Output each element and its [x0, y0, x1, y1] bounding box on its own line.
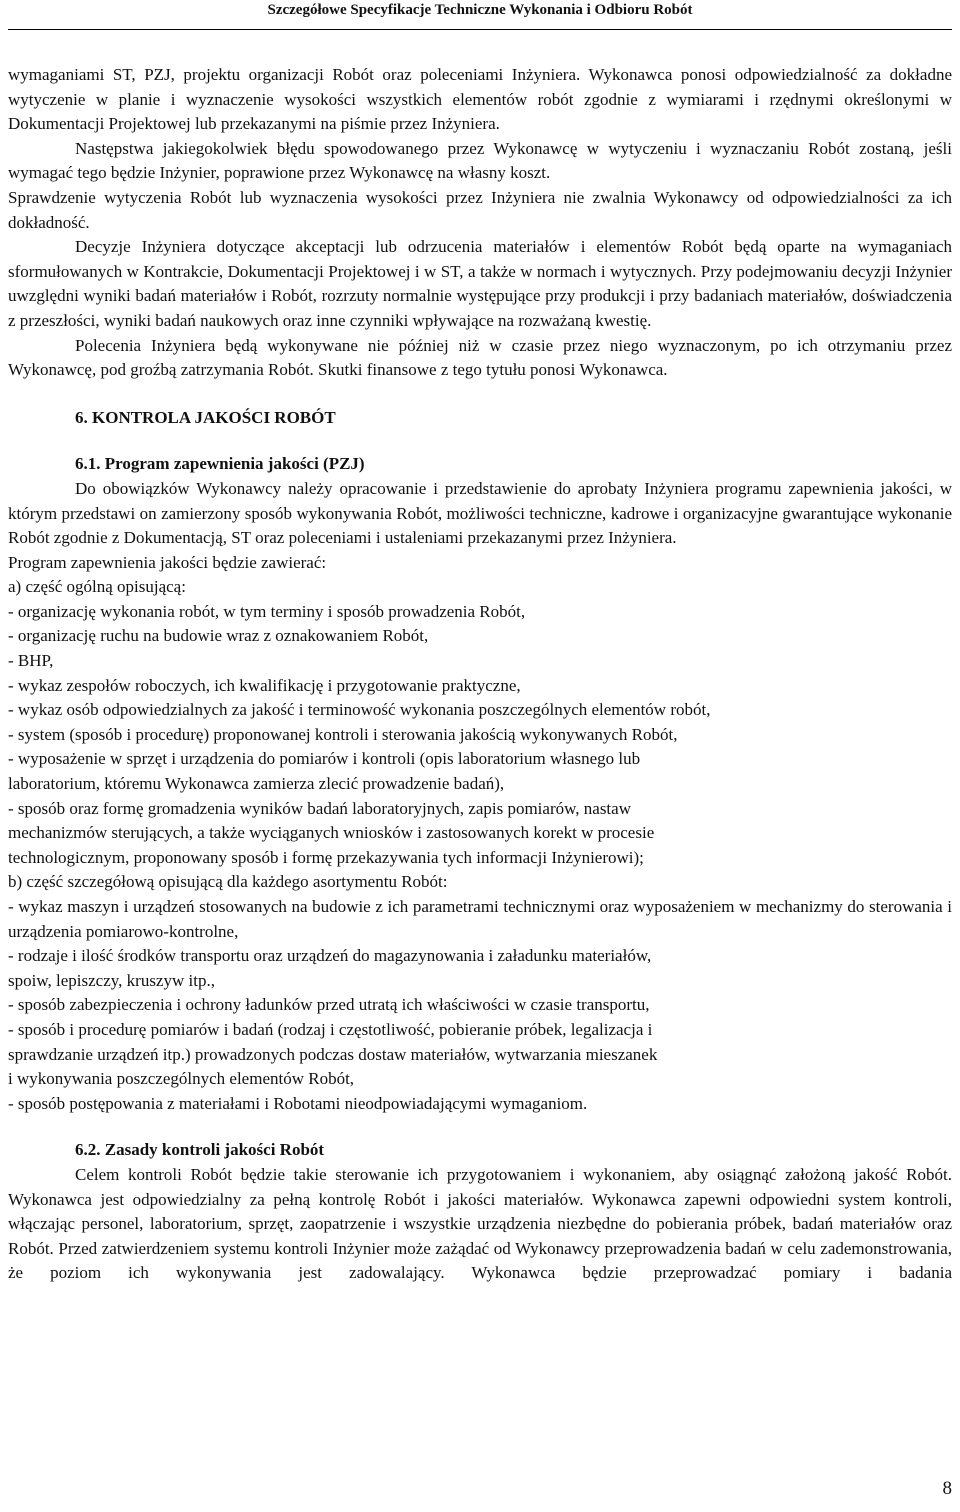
list-item-continuation: sprawdzanie urządzeń itp.) prowadzonych podczas dostaw materiałów, wytwarzania mieszanek: [8, 1044, 658, 1064]
list-item-continuation: mechanizmów sterujących, a także wyciąganych wniosków i zastosowanych korekt w procesie: [8, 823, 655, 843]
list-line: Program zapewnienia jakości będzie zawierać:: [8, 552, 327, 572]
page-number: 8: [942, 1478, 952, 1499]
list-item: - wykaz zespołów roboczych, ich kwalifikację i przygotowanie praktyczne,: [8, 675, 521, 695]
list-item: - sposób zabezpieczenia i ochrony ładunków przed utratą ich właściwości w czasie transportu,: [8, 995, 650, 1015]
section-6-heading: 6. KONTROLA JAKOŚCI ROBÓT: [75, 407, 336, 427]
section-6-1-intro: Do obowiązków Wykonawcy należy opracowanie i przedstawienie do aprobaty Inżyniera programu zapewnienia jakości, w którym przedstawi on zamierzony sposób wykonywania Robót, możliwości techniczne, kadrowe i organizacyjne gwarantujące wykonanie Robót zgodnie z Dokumentacją, ST oraz poleceniami i ustaleniami przekazanymi przez Inżyniera.: [8, 478, 952, 548]
list-item: - organizację ruchu na budowie wraz z oznakowaniem Robót,: [8, 626, 429, 646]
paragraph-staking-errors: Następstwa jakiegokolwiek błędu spowodowanego przez Wykonawcę w wytyczeniu i wyznaczaniu Robót zostaną, jeśli wymagać tego będzie Inżynier, poprawione przez Wykonawcę na własny koszt.: [8, 138, 952, 183]
list-line: a) część ogólną opisującą:: [8, 577, 186, 597]
section-6-2-heading: 6.2. Zasady kontroli jakości Robót: [75, 1140, 325, 1160]
paragraph-staking-check: Sprawdzenie wytyczenia Robót lub wyznaczenia wysokości przez Inżyniera nie zwalnia Wykonawcy od odpowiedzialności za ich dokładność.: [8, 187, 952, 232]
list-item: - BHP,: [8, 651, 54, 671]
list-item-continuation: laboratorium, któremu Wykonawca zamierza zlecić prowadzenie badań),: [8, 774, 505, 794]
paragraph-engineer-decisions: Decyzje Inżyniera dotyczące akceptacji lub odrzucenia materiałów i elementów Robót będą oparte na wymaganiach sformułowanych w Kontrakcie, Dokumentacji Projektowej i w ST, a także w normach i wytycznych. Przy podejmowaniu decyzji Inżynier uwzględni wyniki badań materiałów i Robót, rozrzuty normalnie występujące przy produkcji i przy badaniach materiałów, doświadczenia z przeszłości, wyniki badań naukowych oraz inne czynniki wpływające na rozważaną kwestię.: [8, 237, 952, 330]
running-header: Szczegółowe Specyfikacje Techniczne Wykonania i Odbioru Robót: [8, 0, 952, 30]
list-item: - wyposażenie w sprzęt i urządzenia do pomiarów i kontroli (opis laboratorium własnego lub: [8, 749, 641, 769]
list-item: - sposób i procedurę pomiarów i badań (rodzaj i częstotliwość, pobieranie próbek, legalizacja i: [8, 1019, 653, 1039]
list-item: - organizację wykonania robót, w tym terminy i sposób prowadzenia Robót,: [8, 601, 526, 621]
list-item-continuation: spoiw, lepiszczy, kruszyw itp.,: [8, 970, 215, 990]
list-item: - sposób oraz formę gromadzenia wyników badań laboratoryjnych, zapis pomiarów, nastaw: [8, 798, 631, 818]
list-item-continuation: technologicznym, proponowany sposób i formę przekazywania tych informacji Inżynierowi);: [8, 847, 644, 867]
section-6-2-text: Celem kontroli Robót będzie takie sterowanie ich przygotowaniem i wykonaniem, aby osiągnąć założoną jakość Robót. Wykonawca jest odpowiedzialny za pełną kontrolę Robót i jakości materiałów. Wykonawca zapewni odpowiedni system kontroli, włączając personel, laboratorium, sprzęt, zaopatrzenie i wszystkie urządzenia niezbędne do pobierania próbek, badań materiałów oraz Robót. Przed zatwierdzeniem systemu kontroli Inżynier może zażądać od Wykonawcy przeprowadzenia badań w celu zademonstrowania, że poziom ich wykonywania jest zadowalający. Wykonawca będzie przeprowadzać pomiary i badania: [8, 1164, 952, 1283]
paragraph-staking-responsibility: wymaganiami ST, PZJ, projektu organizacji Robót oraz poleceniami Inżyniera. Wykonawca ponosi odpowiedzialność za dokładne wytyczenie w planie i wyznaczenie wysokości wszystkich elementów robót zgodnie z wymiarami i rzędnymi określonymi w Dokumentacji Projektowej lub przekazanymi na piśmie przez Inżyniera.: [8, 65, 952, 134]
pzj-content-list: [8, 551, 952, 1117]
paragraph-engineer-orders: Polecenia Inżyniera będą wykonywane nie później niż w czasie przez niego wyznaczonym, po ich otrzymaniu przez Wykonawcę, pod groźbą zatrzymania Robót. Skutki finansowe z tego tytułu ponosi Wykonawca.: [8, 335, 952, 380]
list-item-continuation: i wykonywania poszczególnych elementów Robót,: [8, 1069, 355, 1089]
list-line: b) część szczegółową opisującą dla każdego asortymentu Robót:: [8, 872, 448, 892]
list-item: - rodzaje i ilość środków transportu oraz urządzeń do magazynowania i załadunku materiałów,: [8, 946, 652, 966]
section-6-1-heading: 6.1. Program zapewnienia jakości (PZJ): [75, 454, 365, 474]
list-item: - wykaz maszyn i urządzeń stosowanych na budowie z ich parametrami technicznymi oraz wyposażeniem w mechanizmy do sterowania i urządzenia pomiarowo-kontrolne,: [8, 897, 952, 941]
list-item: - wykaz osób odpowiedzialnych za jakość i terminowość wykonania poszczególnych elementów robót,: [8, 700, 711, 720]
list-item: - system (sposób i procedurę) proponowanej kontroli i sterowania jakością wykonywanych Robót,: [8, 724, 678, 744]
document-body: [8, 63, 952, 1286]
list-item: - sposób postępowania z materiałami i Robotami nieodpowiadającymi wymaganiom.: [8, 1093, 588, 1113]
